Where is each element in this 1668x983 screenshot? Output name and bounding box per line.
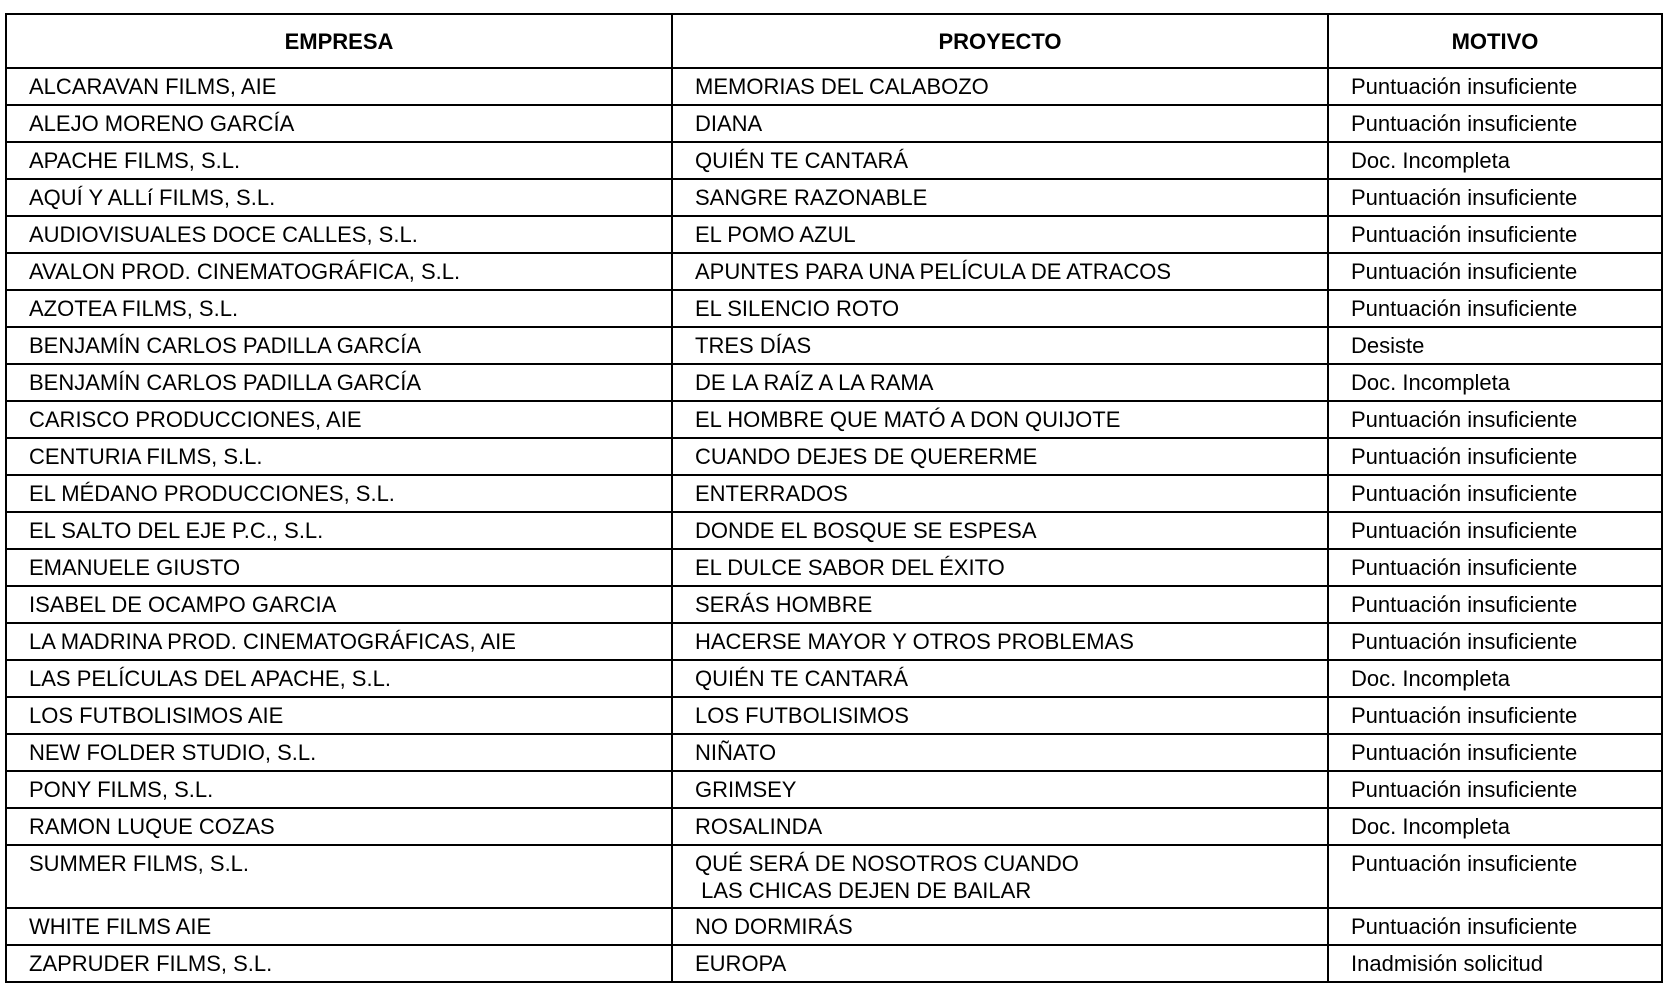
proyecto-cell: TRES DÍAS — [672, 327, 1328, 364]
table-row — [6, 253, 1662, 290]
empresa-cell: EMANUELE GIUSTO — [6, 549, 672, 586]
proyecto-cell: QUIÉN TE CANTARÁ — [672, 142, 1328, 179]
empresa-cell: WHITE FILMS AIE — [6, 908, 672, 945]
motivo-cell: Puntuación insuficiente — [1328, 771, 1662, 808]
table-row — [6, 771, 1662, 808]
table-row — [6, 364, 1662, 401]
header-proyecto: PROYECTO — [672, 14, 1328, 68]
empresa-cell: APACHE FILMS, S.L. — [6, 142, 672, 179]
proyecto-cell: EL DULCE SABOR DEL ÉXITO — [672, 549, 1328, 586]
proyecto-cell: SERÁS HOMBRE — [672, 586, 1328, 623]
table-row — [6, 660, 1662, 697]
header-motivo: MOTIVO — [1328, 14, 1662, 68]
motivo-cell: Puntuación insuficiente — [1328, 438, 1662, 475]
empresa-cell: SUMMER FILMS, S.L. — [6, 845, 672, 908]
table-row — [6, 734, 1662, 771]
empresa-cell: ZAPRUDER FILMS, S.L. — [6, 945, 672, 982]
motivo-cell: Doc. Incompleta — [1328, 142, 1662, 179]
proyecto-cell: EL POMO AZUL — [672, 216, 1328, 253]
proyecto-cell: DE LA RAÍZ A LA RAMA — [672, 364, 1328, 401]
motivo-cell: Puntuación insuficiente — [1328, 253, 1662, 290]
proyecto-cell: GRIMSEY — [672, 771, 1328, 808]
empresa-cell: AVALON PROD. CINEMATOGRÁFICA, S.L. — [6, 253, 672, 290]
header-empresa: EMPRESA — [6, 14, 672, 68]
proyecto-cell: LOS FUTBOLISIMOS — [672, 697, 1328, 734]
motivo-cell: Puntuación insuficiente — [1328, 475, 1662, 512]
proyecto-cell: ENTERRADOS — [672, 475, 1328, 512]
proyecto-cell: NIÑATO — [672, 734, 1328, 771]
motivo-cell: Puntuación insuficiente — [1328, 105, 1662, 142]
motivo-cell: Desiste — [1328, 327, 1662, 364]
empresa-cell: EL MÉDANO PRODUCCIONES, S.L. — [6, 475, 672, 512]
motivo-cell: Puntuación insuficiente — [1328, 845, 1662, 908]
motivo-cell: Puntuación insuficiente — [1328, 216, 1662, 253]
empresa-cell: ISABEL DE OCAMPO GARCIA — [6, 586, 672, 623]
empresa-cell: LAS PELÍCULAS DEL APACHE, S.L. — [6, 660, 672, 697]
motivo-cell: Puntuación insuficiente — [1328, 290, 1662, 327]
table-row — [6, 401, 1662, 438]
motivo-cell: Puntuación insuficiente — [1328, 512, 1662, 549]
table-row — [6, 327, 1662, 364]
proyecto-cell: EL HOMBRE QUE MATÓ A DON QUIJOTE — [672, 401, 1328, 438]
table-row — [6, 549, 1662, 586]
proyecto-cell: QUIÉN TE CANTARÁ — [672, 660, 1328, 697]
header-row — [6, 14, 1662, 68]
motivo-cell: Puntuación insuficiente — [1328, 179, 1662, 216]
proyecto-cell: MEMORIAS DEL CALABOZO — [672, 68, 1328, 105]
motivo-cell: Puntuación insuficiente — [1328, 697, 1662, 734]
empresa-cell: ALEJO MORENO GARCÍA — [6, 105, 672, 142]
motivo-cell: Puntuación insuficiente — [1328, 623, 1662, 660]
empresa-cell: EL SALTO DEL EJE P.C., S.L. — [6, 512, 672, 549]
proyecto-cell: NO DORMIRÁS — [672, 908, 1328, 945]
motivo-cell: Doc. Incompleta — [1328, 808, 1662, 845]
empresa-cell: RAMON LUQUE COZAS — [6, 808, 672, 845]
empresa-cell: BENJAMÍN CARLOS PADILLA GARCÍA — [6, 364, 672, 401]
motivo-cell: Puntuación insuficiente — [1328, 68, 1662, 105]
proyecto-cell: EL SILENCIO ROTO — [672, 290, 1328, 327]
proyecto-cell: DONDE EL BOSQUE SE ESPESA — [672, 512, 1328, 549]
empresa-cell: PONY FILMS, S.L. — [6, 771, 672, 808]
table-row — [6, 623, 1662, 660]
empresa-cell: BENJAMÍN CARLOS PADILLA GARCÍA — [6, 327, 672, 364]
empresa-cell: ALCARAVAN FILMS, AIE — [6, 68, 672, 105]
rejected-projects-table — [5, 13, 1663, 983]
proyecto-cell: SANGRE RAZONABLE — [672, 179, 1328, 216]
motivo-cell: Inadmisión solicitud — [1328, 945, 1662, 982]
proyecto-cell: ROSALINDA — [672, 808, 1328, 845]
table-row — [6, 845, 1662, 908]
proyecto-cell: HACERSE MAYOR Y OTROS PROBLEMAS — [672, 623, 1328, 660]
motivo-cell: Puntuación insuficiente — [1328, 401, 1662, 438]
motivo-cell: Puntuación insuficiente — [1328, 734, 1662, 771]
table-row — [6, 68, 1662, 105]
table-row — [6, 179, 1662, 216]
motivo-cell: Doc. Incompleta — [1328, 364, 1662, 401]
empresa-cell: LOS FUTBOLISIMOS AIE — [6, 697, 672, 734]
proyecto-cell: DIANA — [672, 105, 1328, 142]
empresa-cell: LA MADRINA PROD. CINEMATOGRÁFICAS, AIE — [6, 623, 672, 660]
table-row — [6, 697, 1662, 734]
proyecto-cell: CUANDO DEJES DE QUERERME — [672, 438, 1328, 475]
empresa-cell: AZOTEA FILMS, S.L. — [6, 290, 672, 327]
table-row — [6, 512, 1662, 549]
motivo-cell: Puntuación insuficiente — [1328, 549, 1662, 586]
motivo-cell: Puntuación insuficiente — [1328, 586, 1662, 623]
table-row — [6, 908, 1662, 945]
table-row — [6, 438, 1662, 475]
proyecto-cell: EUROPA — [672, 945, 1328, 982]
table-row — [6, 142, 1662, 179]
empresa-cell: AUDIOVISUALES DOCE CALLES, S.L. — [6, 216, 672, 253]
table-row — [6, 475, 1662, 512]
motivo-cell: Doc. Incompleta — [1328, 660, 1662, 697]
proyecto-cell: QUÉ SERÁ DE NOSOTROS CUANDO LAS CHICAS DEJEN DE BAILAR — [672, 845, 1328, 908]
table-row — [6, 105, 1662, 142]
empresa-cell: CARISCO PRODUCCIONES, AIE — [6, 401, 672, 438]
empresa-cell: CENTURIA FILMS, S.L. — [6, 438, 672, 475]
empresa-cell: AQUÍ Y ALLí FILMS, S.L. — [6, 179, 672, 216]
proyecto-cell: APUNTES PARA UNA PELÍCULA DE ATRACOS — [672, 253, 1328, 290]
table-row — [6, 586, 1662, 623]
empresa-cell: NEW FOLDER STUDIO, S.L. — [6, 734, 672, 771]
table-row — [6, 808, 1662, 845]
table-row — [6, 945, 1662, 982]
table-row — [6, 290, 1662, 327]
motivo-cell: Puntuación insuficiente — [1328, 908, 1662, 945]
table-row — [6, 216, 1662, 253]
